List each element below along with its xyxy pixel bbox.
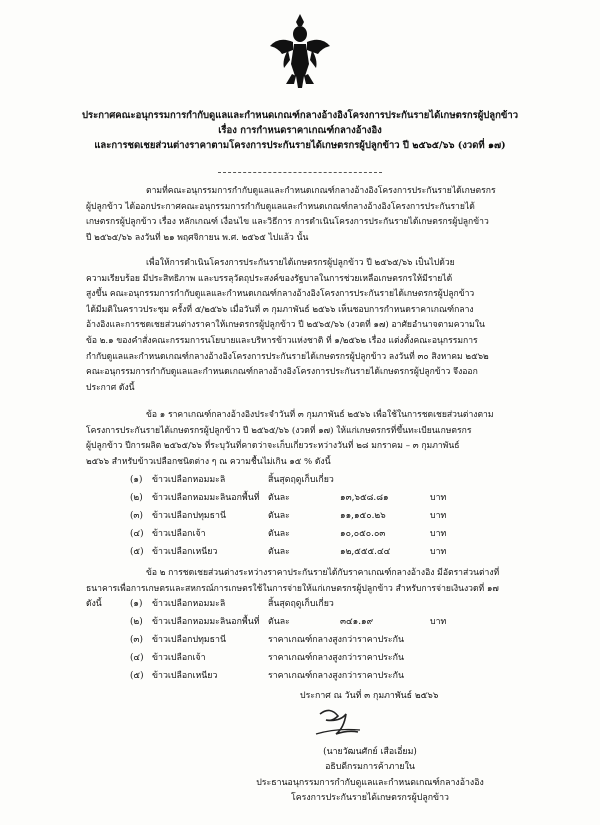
row-number: (๓) <box>130 635 143 645</box>
price-value: ๑๒,๕๕๕.๔๔ <box>340 547 391 557</box>
rice-type: ข้าวเปลือกหอมมะลิ <box>152 475 226 485</box>
currency-label: บาท <box>430 511 447 521</box>
signatory-project: โครงการประกันรายได้เกษตรกรผู้ปลูกข้าว <box>291 793 449 803</box>
row-number: (๕) <box>130 547 144 557</box>
table-row <box>130 668 550 686</box>
row-note: ราคาเกณฑ์กลางสูงกว่าราคาประกัน <box>268 635 404 645</box>
rice-type: ข้าวเปลือกปทุมธานี <box>152 511 226 521</box>
unit-label: ตันละ <box>268 529 290 539</box>
unit-label: ตันละ <box>268 511 290 521</box>
unit-label: ตันละ <box>268 493 290 503</box>
row-number: (๑) <box>130 599 143 609</box>
unit-label: ตันละ <box>268 617 290 627</box>
title-line-1: ประกาศคณะอนุกรรมการกำกับดูแลและกำหนดเกณฑ์กลางอ้างอิงโครงการประกันรายได้เกษตรกรผู้ปลูกข้าว <box>81 110 519 121</box>
text-line: ปี ๒๕๖๕/๖๖ ลงวันที่ ๒๑ พฤศจิกายน พ.ศ. ๒๕๖๕ ไปแล้ว นั้น <box>86 232 309 243</box>
paragraph-2 <box>86 256 560 396</box>
text-line: อ้างอิงและการชดเชยส่วนต่างราคาให้เกษตรกรผู้ปลูกข้าว ปี ๒๕๖๕/๖๖ (งวดที่ ๑๗) อาศัยอำนาจตามความใน <box>86 320 485 331</box>
table-row <box>130 614 550 632</box>
text-line: กำกับดูแลและกำหนดเกณฑ์กลางอ้างอิงโครงการประกันรายได้เกษตรกรผู้ปลูกข้าว ลงวันที่ ๓๐ สิงหาคม ๒๕๖๒ <box>86 351 489 362</box>
price-table-2 <box>130 596 550 686</box>
row-number: (๒) <box>130 493 143 503</box>
text-line: สูงขึ้น คณะอนุกรรมการกำกับดูแลและกำหนดเกณฑ์กลางอ้างอิงโครงการประกันรายได้เกษตรกรผู้ปลูกข้าว <box>86 289 475 300</box>
text-line: ได้มีมติในคราวประชุม ครั้งที่ ๕/๒๕๖๖ เมื่อวันที่ ๓ กุมภาพันธ์ ๒๕๖๖ เห็นชอบการกำหนดราคาเกณฑ์กลาง <box>86 304 474 315</box>
garuda-emblem-icon <box>268 12 332 92</box>
row-number: (๒) <box>130 617 143 627</box>
currency-label: บาท <box>430 547 447 557</box>
table-row <box>130 596 550 614</box>
text-line: ดังนี้ <box>86 599 102 610</box>
rice-type: ข้าวเปลือกหอมมะลินอกพื้นที่ <box>152 493 260 503</box>
table-row <box>130 508 550 526</box>
table-row <box>130 526 550 544</box>
signatory-committee: ประธานอนุกรรมการกำกับดูแลและกำหนดเกณฑ์กลางอ้างอิง <box>256 778 484 788</box>
text-line: เพื่อให้การดำเนินโครงการประกันรายได้เกษตรกรผู้ปลูกข้าว ปี ๒๕๖๕/๖๖ เป็นไปด้วย <box>146 258 455 268</box>
rice-type: ข้าวเปลือกเหนียว <box>152 671 218 681</box>
rice-type: ข้าวเปลือกเจ้า <box>152 653 206 663</box>
title-line-2: เรื่อง การกำหนดราคาเกณฑ์กลางอ้างอิง <box>218 125 382 136</box>
row-note: ราคาเกณฑ์กลางสูงกว่าราคาประกัน <box>268 671 404 681</box>
handwritten-signature <box>312 704 372 744</box>
text-line: ผู้ปลูกข้าว ได้ออกประกาศคณะอนุกรรมการกำกับดูแลและกำหนดเกณฑ์กลางอ้างอิงโครงการประกันรายได้ <box>86 201 475 212</box>
rice-type: ข้าวเปลือกหอมมะลินอกพื้นที่ <box>152 617 260 627</box>
text-line: ธนาคารเพื่อการเกษตรและสหกรณ์การเกษตรใช้ในการจ่ายให้แก่เกษตรกรผู้ปลูกข้าว สำหรับการจ่ายเงินงวดที่ ๑๗ <box>86 583 499 594</box>
paragraph-3 <box>86 408 560 470</box>
text-line: ๒๕๖๖ สำหรับข้าวเปลือกชนิดต่าง ๆ ณ ความชื้นไม่เกิน ๑๕ % ดังนี้ <box>86 456 331 467</box>
row-number: (๔) <box>130 529 144 539</box>
text-line: ประกาศ ดังนี้ <box>86 382 135 393</box>
rice-type: ข้าวเปลือกหอมมะลิ <box>152 599 226 609</box>
currency-label: บาท <box>430 529 447 539</box>
text-line: คณะอนุกรรมการกำกับดูแลและกำหนดเกณฑ์กลางอ้างอิงโครงการประกันรายได้เกษตรกรผู้ปลูกข้าว จึงออก <box>86 367 478 378</box>
currency-label: บาท <box>430 617 447 627</box>
row-number: (๔) <box>130 653 144 663</box>
table-row <box>130 472 550 490</box>
signatory-name: (นายวัฒนศักย์ เสือเอี่ยม) <box>323 747 417 757</box>
row-number: (๓) <box>130 511 143 521</box>
text-line: ตามที่คณะอนุกรรมการกำกับดูแลและกำหนดเกณฑ์กลางอ้างอิงโครงการประกันรายได้เกษตรกร <box>146 186 496 196</box>
text-line: ข้อ ๒.๑ ของคำสั่งคณะกรรมการนโยบายและบริหารข้าวแห่งชาติ ที่ ๑/๒๕๖๒ เรื่อง แต่งตั้งคณะอนุกรรมการ <box>86 335 478 346</box>
rice-type: ข้าวเปลือกปทุมธานี <box>152 635 226 645</box>
title-line-3: และการชดเชยส่วนต่างราคาตามโครงการประกันรายได้เกษตรกรผู้ปลูกข้าว ปี ๒๕๖๕/๖๖ (งวดที่ ๑๗) <box>94 140 506 151</box>
currency-label: บาท <box>430 493 447 503</box>
table-row <box>130 544 550 562</box>
signatory-position: อธิบดีกรมการค้าภายใน <box>325 762 415 772</box>
text-line: ข้อ ๒ การชดเชยส่วนต่างระหว่างราคาประกันรายได้กับราคาเกณฑ์กลางอ้างอิง มีอัตราส่วนต่างที่ <box>146 568 500 578</box>
text-line: ผู้ปลูกข้าว ปีการผลิต ๒๕๖๕/๖๖ ที่ระบุวันที่คาดว่าจะเก็บเกี่ยวระหว่างวันที่ ๒๘ มกราคม – ๓ กุมภาพันธ์ <box>86 441 460 452</box>
price-table-1 <box>130 472 550 562</box>
text-line: ความเรียบร้อย มีประสิทธิภาพ และบรรลุวัตถุประสงค์ของรัฐบาลในการช่วยเหลือเกษตรกรให้มีรายได้ <box>86 273 453 284</box>
price-value: ๑๓,๖๕๘.๘๑ <box>340 493 389 503</box>
price-value: ๑๐,๐๕๐.๐๓ <box>340 529 386 539</box>
row-note: สิ้นสุดฤดูเก็บเกี่ยว <box>268 475 334 485</box>
price-value: ๑๑,๑๕๐.๒๖ <box>340 511 386 521</box>
price-value: ๓๔๑.๑๙ <box>340 617 374 627</box>
table-row <box>130 650 550 668</box>
text-line: เกษตรกรผู้ปลูกข้าว เรื่อง หลักเกณฑ์ เงื่อนไข และวิธีการ การดำเนินโครงการประกันรายได้เกษตรกรผู้ปลูกข้าว <box>86 217 489 228</box>
rice-type: ข้าวเปลือกเจ้า <box>152 529 206 539</box>
table-row <box>130 490 550 508</box>
row-number: (๕) <box>130 671 144 681</box>
rice-type: ข้าวเปลือกเหนียว <box>152 547 218 557</box>
text-line: โครงการประกันรายได้เกษตรกรผู้ปลูกข้าว ปี ๒๕๖๕/๖๖ (งวดที่ ๑๗) ให้แก่เกษตรกรที่ขึ้นทะเบียนเกษตรกร <box>86 425 472 436</box>
row-number: (๑) <box>130 475 143 485</box>
text-line: ข้อ ๑ ราคาเกณฑ์กลางอ้างอิงประจำวันที่ ๓ กุมภาพันธ์ ๒๕๖๖ เพื่อใช้ในการชดเชยส่วนต่างตาม <box>146 410 494 420</box>
title-divider <box>218 172 382 173</box>
row-note: สิ้นสุดฤดูเก็บเกี่ยว <box>268 599 334 609</box>
table-row <box>130 632 550 650</box>
announcement-date: ประกาศ ณ วันที่ ๓ กุมภาพันธ์ ๒๕๖๖ <box>300 691 439 701</box>
unit-label: ตันละ <box>268 547 290 557</box>
row-note: ราคาเกณฑ์กลางสูงกว่าราคาประกัน <box>268 653 404 663</box>
paragraph-1 <box>86 184 560 246</box>
